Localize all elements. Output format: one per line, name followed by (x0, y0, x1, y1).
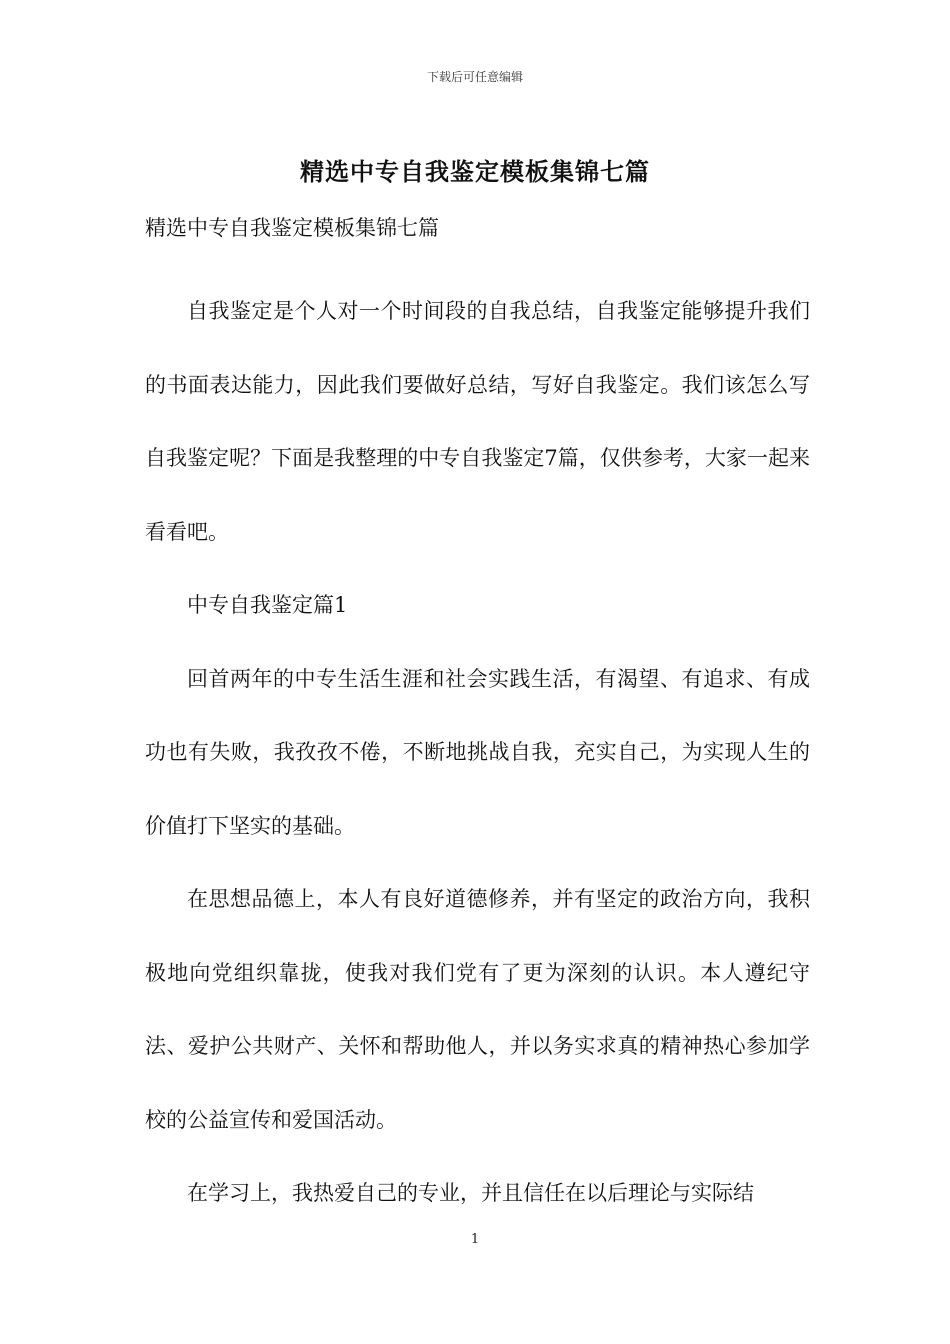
document-body (145, 275, 810, 1231)
document-subtitle: 精选中专自我鉴定模板集锦七篇 (145, 216, 439, 240)
page-number: 1 (470, 1232, 480, 1247)
paragraph-ideology: 在思想品德上，本人有良好道德修养，并有坚定的政治方向，我积极地向党组织靠拢，使我对我们党有了更为深刻的认识。本人遵纪守法、爱护公共财产、关怀和帮助他人，并以务实求真的精神热心参加学校的公益宣传和爱国活动。 (145, 887, 810, 1132)
document-title: 精选中专自我鉴定模板集锦七篇 (300, 157, 650, 186)
section-heading: 中专自我鉴定篇1 (187, 593, 348, 617)
paragraph-intro: 自我鉴定是个人对一个时间段的自我总结，自我鉴定能够提升我们的书面表达能力，因此我们要做好总结，写好自我鉴定。我们该怎么写自我鉴定呢？下面是我整理的中专自我鉴定7篇，仅供参考，大家一起来看看吧。 (145, 299, 810, 544)
paragraph-study: 在学习上，我热爱自己的专业，并且信任在以后理论与实际结 (187, 1181, 754, 1205)
paragraph-review: 回首两年的中专生活生涯和社会实践生活，有渴望、有追求、有成功也有失败，我孜孜不倦，不断地挑战自我，充实自己，为实现人生的价值打下坚实的基础。 (145, 666, 810, 838)
header-note: 下载后可任意编辑 (426, 70, 523, 84)
